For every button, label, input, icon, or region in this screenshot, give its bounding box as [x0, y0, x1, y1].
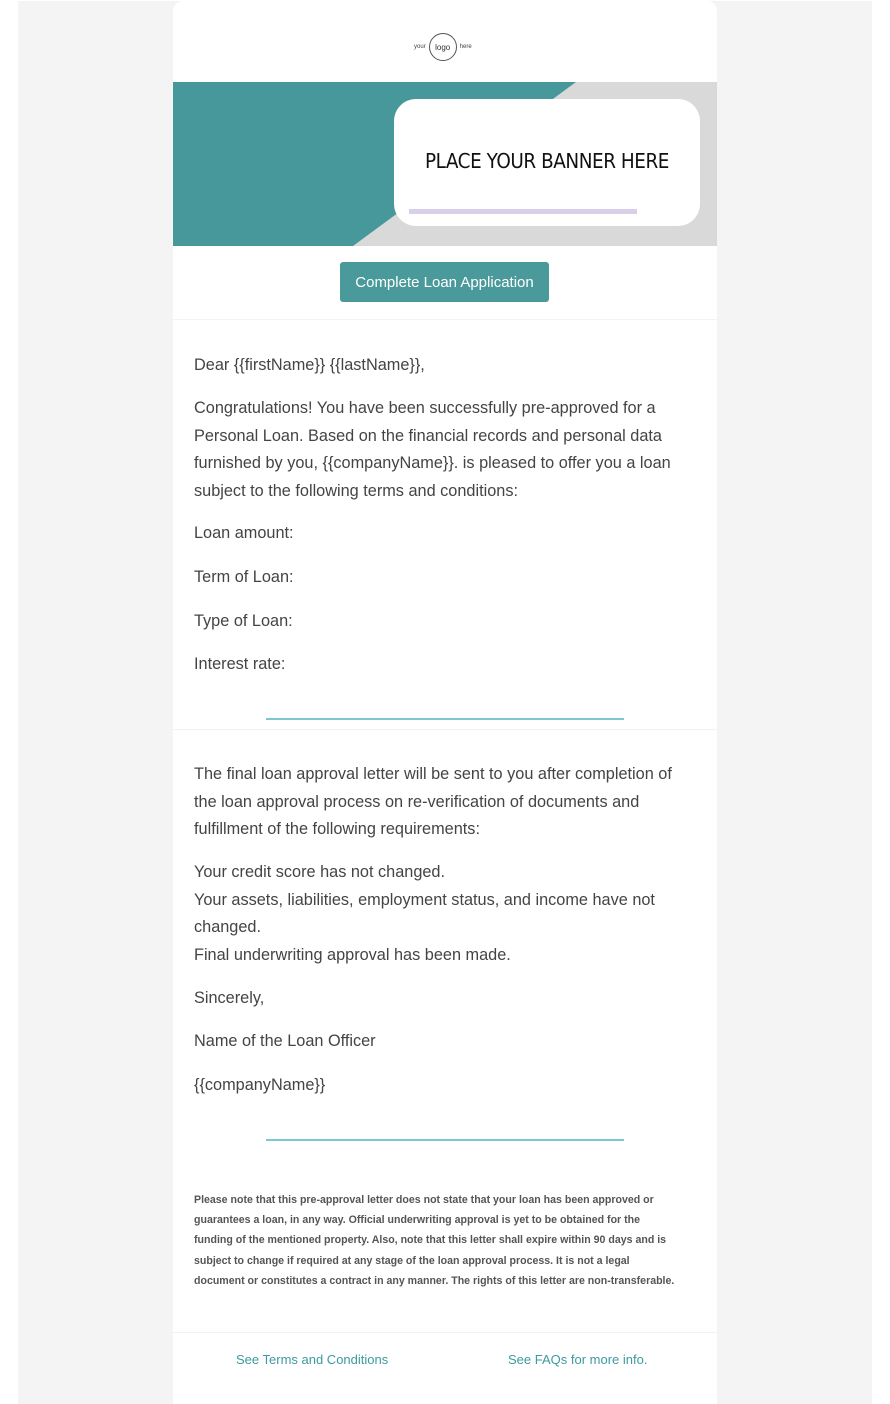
complete-loan-application-button[interactable]: Complete Loan Application [340, 262, 549, 302]
term-loan-amount: Loan amount: [194, 524, 294, 542]
greeting: Dear {{firstName}} {{lastName}}, [194, 356, 425, 374]
logo-circle-icon [429, 33, 457, 61]
closing: Sincerely, [194, 989, 265, 1007]
banner-accent-bar [409, 209, 637, 214]
disclaimer-line: Please note that this pre-approval letter does not state that your loan has been approved or [194, 1194, 654, 1206]
intro-line: subject to the following terms and conditions: [194, 481, 518, 500]
intro-line: Congratulations! You have been successfully pre-approved for a [194, 399, 656, 417]
term-interest-rate: Interest rate: [194, 655, 286, 673]
section-separator [173, 319, 717, 320]
final-line: fulfillment of the following requirements: [194, 820, 480, 838]
disclaimer-line: document or constitutes a contract in any manner. The rights of this letter are non-transferable. [194, 1274, 675, 1287]
intro-paragraph [194, 395, 694, 505]
logo [414, 33, 472, 61]
requirement-item: changed. [194, 918, 261, 936]
final-line: the loan approval process on re-verification of documents and [194, 792, 640, 811]
company-name: {{companyName}} [194, 1076, 326, 1094]
divider [266, 718, 624, 720]
terms-and-conditions-link[interactable]: See Terms and Conditions [236, 1352, 389, 1367]
banner-placeholder-box [394, 99, 700, 226]
faq-link[interactable]: See FAQs for more info. [508, 1352, 648, 1367]
section-separator [173, 1332, 717, 1333]
disclaimer [194, 1190, 699, 1291]
logo-center-text: logo [435, 42, 451, 52]
final-approval-paragraph [194, 761, 694, 844]
intro-line: furnished by you, {{companyName}}. is pleased to offer you a loan [194, 454, 671, 472]
requirement-item: Your assets, liabilities, employment status, and income have not [194, 890, 655, 909]
intro-line: Personal Loan. Based on the financial records and personal data [194, 426, 662, 445]
email-card [173, 1, 717, 1404]
logo-header [173, 1, 717, 82]
term-loan-term: Term of Loan: [194, 568, 294, 586]
divider [266, 1139, 624, 1141]
requirements-list [194, 859, 694, 969]
banner [173, 82, 717, 246]
logo-right-text: here [459, 44, 472, 50]
requirement-item: Your credit score has not changed. [194, 863, 446, 881]
section-separator [173, 729, 717, 730]
term-loan-type: Type of Loan: [194, 612, 293, 630]
logo-left-text: your [414, 44, 426, 50]
disclaimer-line: subject to change if required at any stage of the loan approval process. It is not a legal [194, 1254, 630, 1267]
banner-text: PLACE YOUR BANNER HERE [425, 149, 669, 173]
loan-officer-name: Name of the Loan Officer [194, 1032, 376, 1050]
requirement-item: Final underwriting approval has been made. [194, 945, 511, 964]
disclaimer-line: funding of the mentioned property. Also, note that this letter shall expire within 90 days and is [194, 1234, 667, 1247]
final-line: The final loan approval letter will be sent to you after completion of [194, 765, 672, 783]
disclaimer-line: guarantees a loan, in any way. Official underwriting approval is yet to be obtained for the [194, 1214, 641, 1227]
